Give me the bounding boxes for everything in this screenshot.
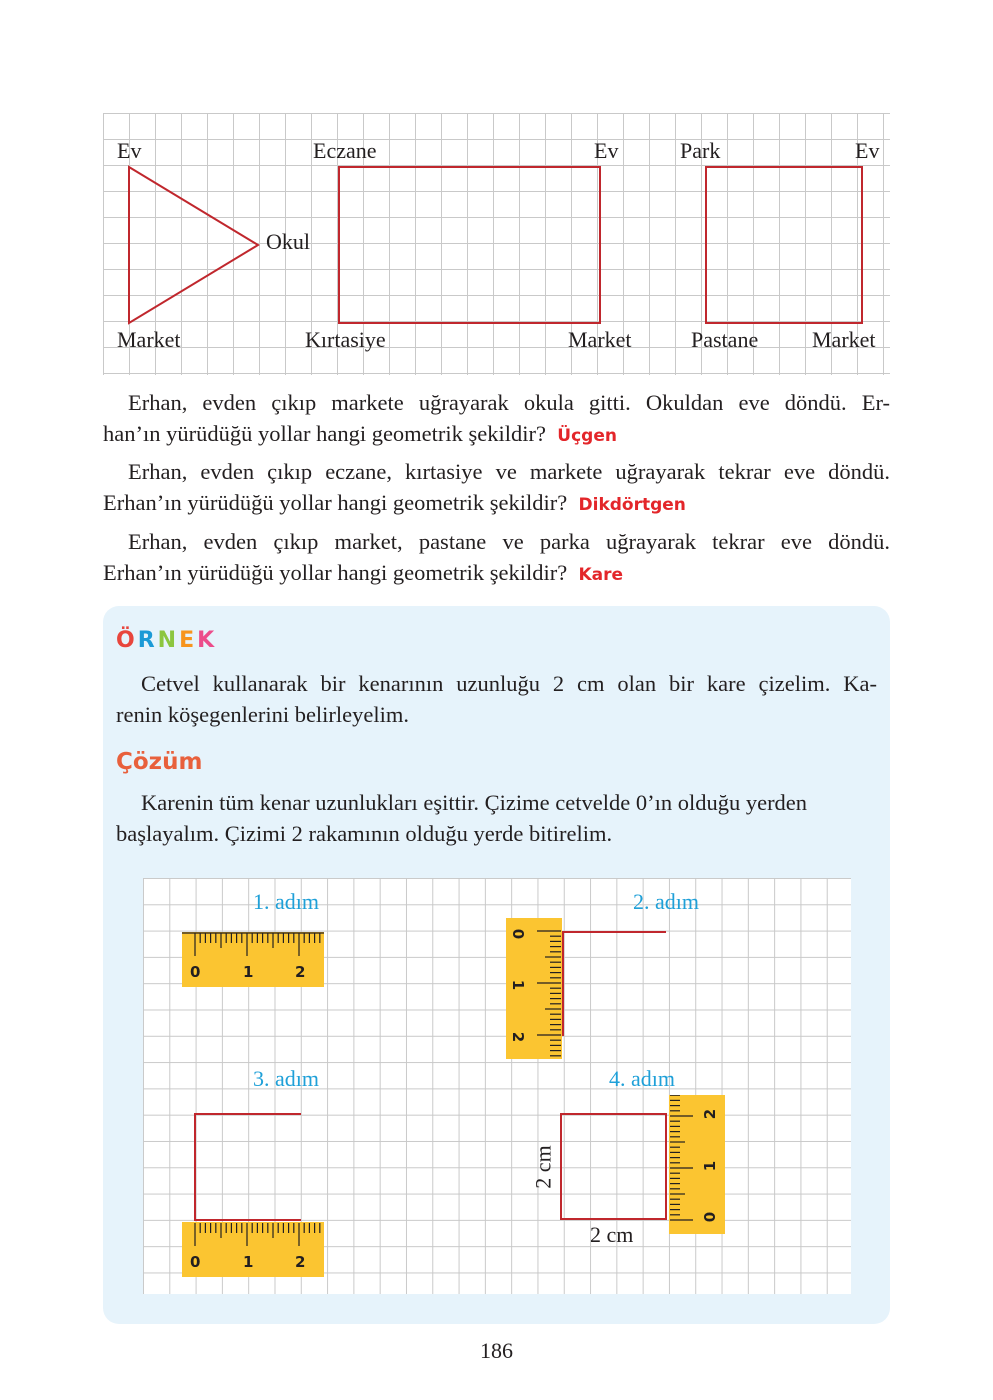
step-2-label: 2. adım [633, 889, 699, 914]
ruler-number-0: 0 [509, 928, 528, 940]
label-rect-ev: Ev [594, 138, 619, 163]
label-rect-kirtasiye: Kırtasiye [305, 327, 386, 352]
ruler-number-1: 1 [701, 1160, 720, 1172]
question-3-line2: Erhan’ın yürüdüğü yollar hangi geometrik şekildir? [103, 560, 568, 585]
solution-heading: Çözüm [116, 749, 203, 775]
heading-letter: N [157, 628, 180, 653]
label-triangle-okul: Okul [266, 229, 310, 254]
question-2-line2: Erhan’ın yürüdüğü yollar hangi geometrik şekildir? [103, 490, 568, 515]
ruler-number-2: 2 [509, 1031, 528, 1043]
ruler-number-2: 2 [701, 1108, 720, 1120]
side-label-vertical: 2 cm [530, 1145, 556, 1189]
ruler-number-2: 2 [295, 963, 306, 981]
label-rect-eczane: Eczane [313, 138, 377, 163]
example-text-line2: renin köşegenlerini belirleyelim. [116, 702, 410, 727]
step-1-label: 1. adım [253, 889, 319, 914]
heading-letter: R [137, 628, 158, 653]
question-1-line2: han’ın yürüdüğü yollar hangi geometrik şekildir? [103, 421, 547, 446]
step-4-square [561, 1114, 666, 1219]
label-square-market: Market [812, 327, 876, 352]
page-number: 186 [480, 1338, 513, 1363]
step-3-lines [195, 1114, 301, 1220]
heading-letter: K [197, 628, 218, 653]
step-3-label: 3. adım [253, 1066, 319, 1091]
ruler-number-2: 2 [295, 1253, 306, 1271]
heading-letter: E [179, 628, 198, 653]
question-1-line1: Erhan, evden çıkıp markete uğrayarak okula gitti. Okuldan eve döndü. Er- [128, 390, 890, 415]
ruler-number-0: 0 [190, 1253, 201, 1271]
solution-text-line2: başlayalım. Çizimi 2 rakamının olduğu yerde bitirelim. [116, 821, 613, 846]
answer-3: Kare [578, 565, 624, 585]
side-label-horizontal: 2 cm [590, 1222, 634, 1247]
ruler-number-1: 1 [243, 1253, 254, 1271]
ruler-number-1: 1 [509, 979, 528, 991]
step-4-label: 4. adım [609, 1066, 675, 1091]
ruler-step-4 [669, 1095, 725, 1234]
ruler-step-1 [182, 932, 324, 987]
ruler-step-3 [182, 1222, 324, 1277]
label-triangle-ev: Ev [117, 138, 142, 163]
answer-1: Üçgen [557, 426, 617, 446]
label-square-ev: Ev [855, 138, 880, 163]
label-rect-market: Market [568, 327, 632, 352]
ruler-step-2 [506, 918, 562, 1059]
label-triangle-market: Market [117, 327, 181, 352]
label-square-park: Park [680, 138, 721, 163]
solution-text-line1: Karenin tüm kenar uzunlukları eşittir. Çizime cetvelde 0’ın olduğu yerden [141, 790, 808, 815]
ruler-number-0: 0 [190, 963, 201, 981]
example-text-line1: Cetvel kullanarak bir kenarının uzunluğu 2 cm olan bir kare çizelim. Ka- [141, 671, 877, 696]
question-2-line1: Erhan, evden çıkıp eczane, kırtasiye ve markete uğrayarak tekrar eve döndü. [128, 459, 890, 484]
ruler-number-0: 0 [701, 1211, 720, 1223]
label-square-pastane: Pastane [691, 327, 759, 352]
ruler-number-1: 1 [243, 963, 254, 981]
heading-letter: Ö [116, 628, 138, 653]
step-2-lines [563, 932, 666, 1036]
question-3-line1: Erhan, evden çıkıp market, pastane ve parka uğrayarak tekrar eve döndü. [128, 529, 890, 554]
answer-2: Dikdörtgen [578, 495, 686, 515]
